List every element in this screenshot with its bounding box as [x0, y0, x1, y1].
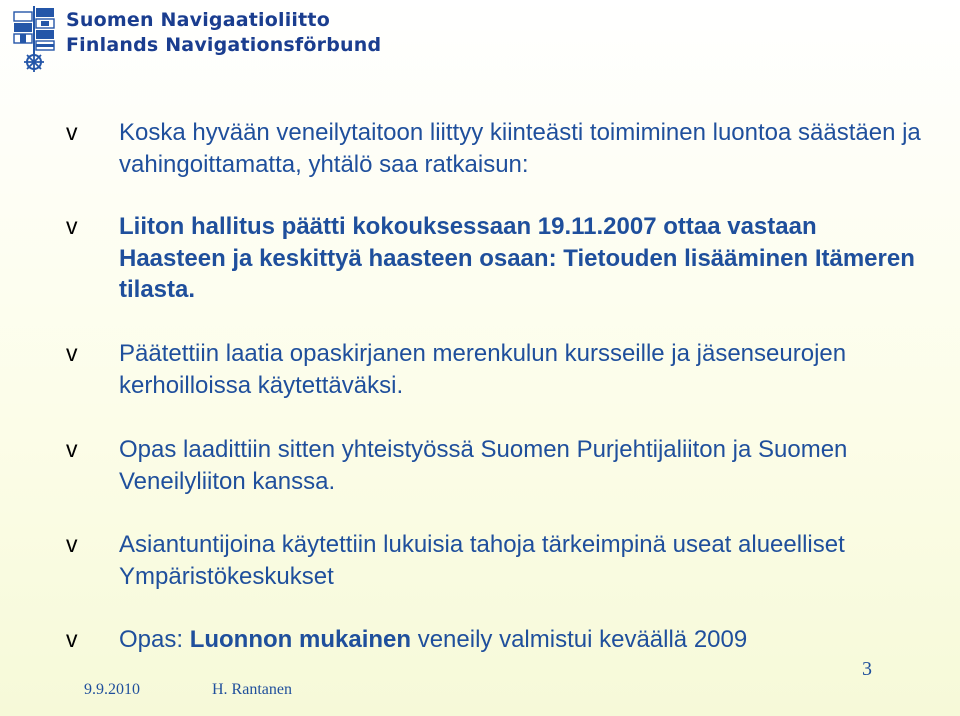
org-name-swedish: Finlands Navigationsförbund [66, 34, 382, 56]
footer-date: 9.9.2010 [84, 681, 140, 698]
bullet-marker: v [66, 531, 78, 557]
footer-author: H. Rantanen [212, 681, 292, 698]
org-name-finnish: Suomen Navigaatioliitto [66, 9, 330, 31]
bullet-item [66, 211, 926, 306]
bullet-item [66, 624, 926, 656]
slide-header [0, 0, 960, 76]
bullet-item [66, 338, 926, 401]
bullet-text: Opas laadittiin sitten yhteistyössä Suomen Purjehtijaliiton ja Suomen Veneilyliiton kanssa. [119, 436, 848, 495]
bullet-item [66, 434, 926, 497]
guide-title: Luonnon mukainen [189, 626, 412, 653]
bullet-item [66, 117, 926, 180]
bullet-text: Liiton hallitus päätti kokouksessaan 19.11.2007 ottaa vastaan Haasteen ja keskittyä haasteen osaan: Tietouden lisääminen Itämeren tilasta. [119, 213, 915, 303]
page-number: 3 [862, 658, 872, 680]
bullet-text [119, 624, 747, 656]
bullet-marker: v [66, 626, 78, 652]
bullet-text-prefix: Opas: [119, 626, 190, 653]
bullet-text: Asiantuntijoina käytettiin lukuisia tahoja tärkeimpinä useat alueelliset Ympäristökeskukset [119, 531, 845, 590]
bullet-marker: v [66, 213, 78, 239]
bullet-marker: v [66, 119, 78, 145]
ship-wheel-with-flags-icon [10, 4, 58, 72]
bullet-text-suffix: veneily valmistui keväällä 2009 [411, 626, 748, 653]
bullet-item [66, 529, 926, 592]
bullet-marker: v [66, 436, 78, 462]
bullet-marker: v [66, 340, 78, 366]
bullet-text: Koska hyvään veneilytaitoon liittyy kiinteästi toimiminen luontoa säästäen ja vahingoittamatta, yhtälö saa ratkaisun: [119, 119, 921, 178]
bullet-text: Päätettiin laatia opaskirjanen merenkulun kursseille ja jäsenseurojen kerhoilloissa käytettäväksi. [119, 340, 847, 399]
